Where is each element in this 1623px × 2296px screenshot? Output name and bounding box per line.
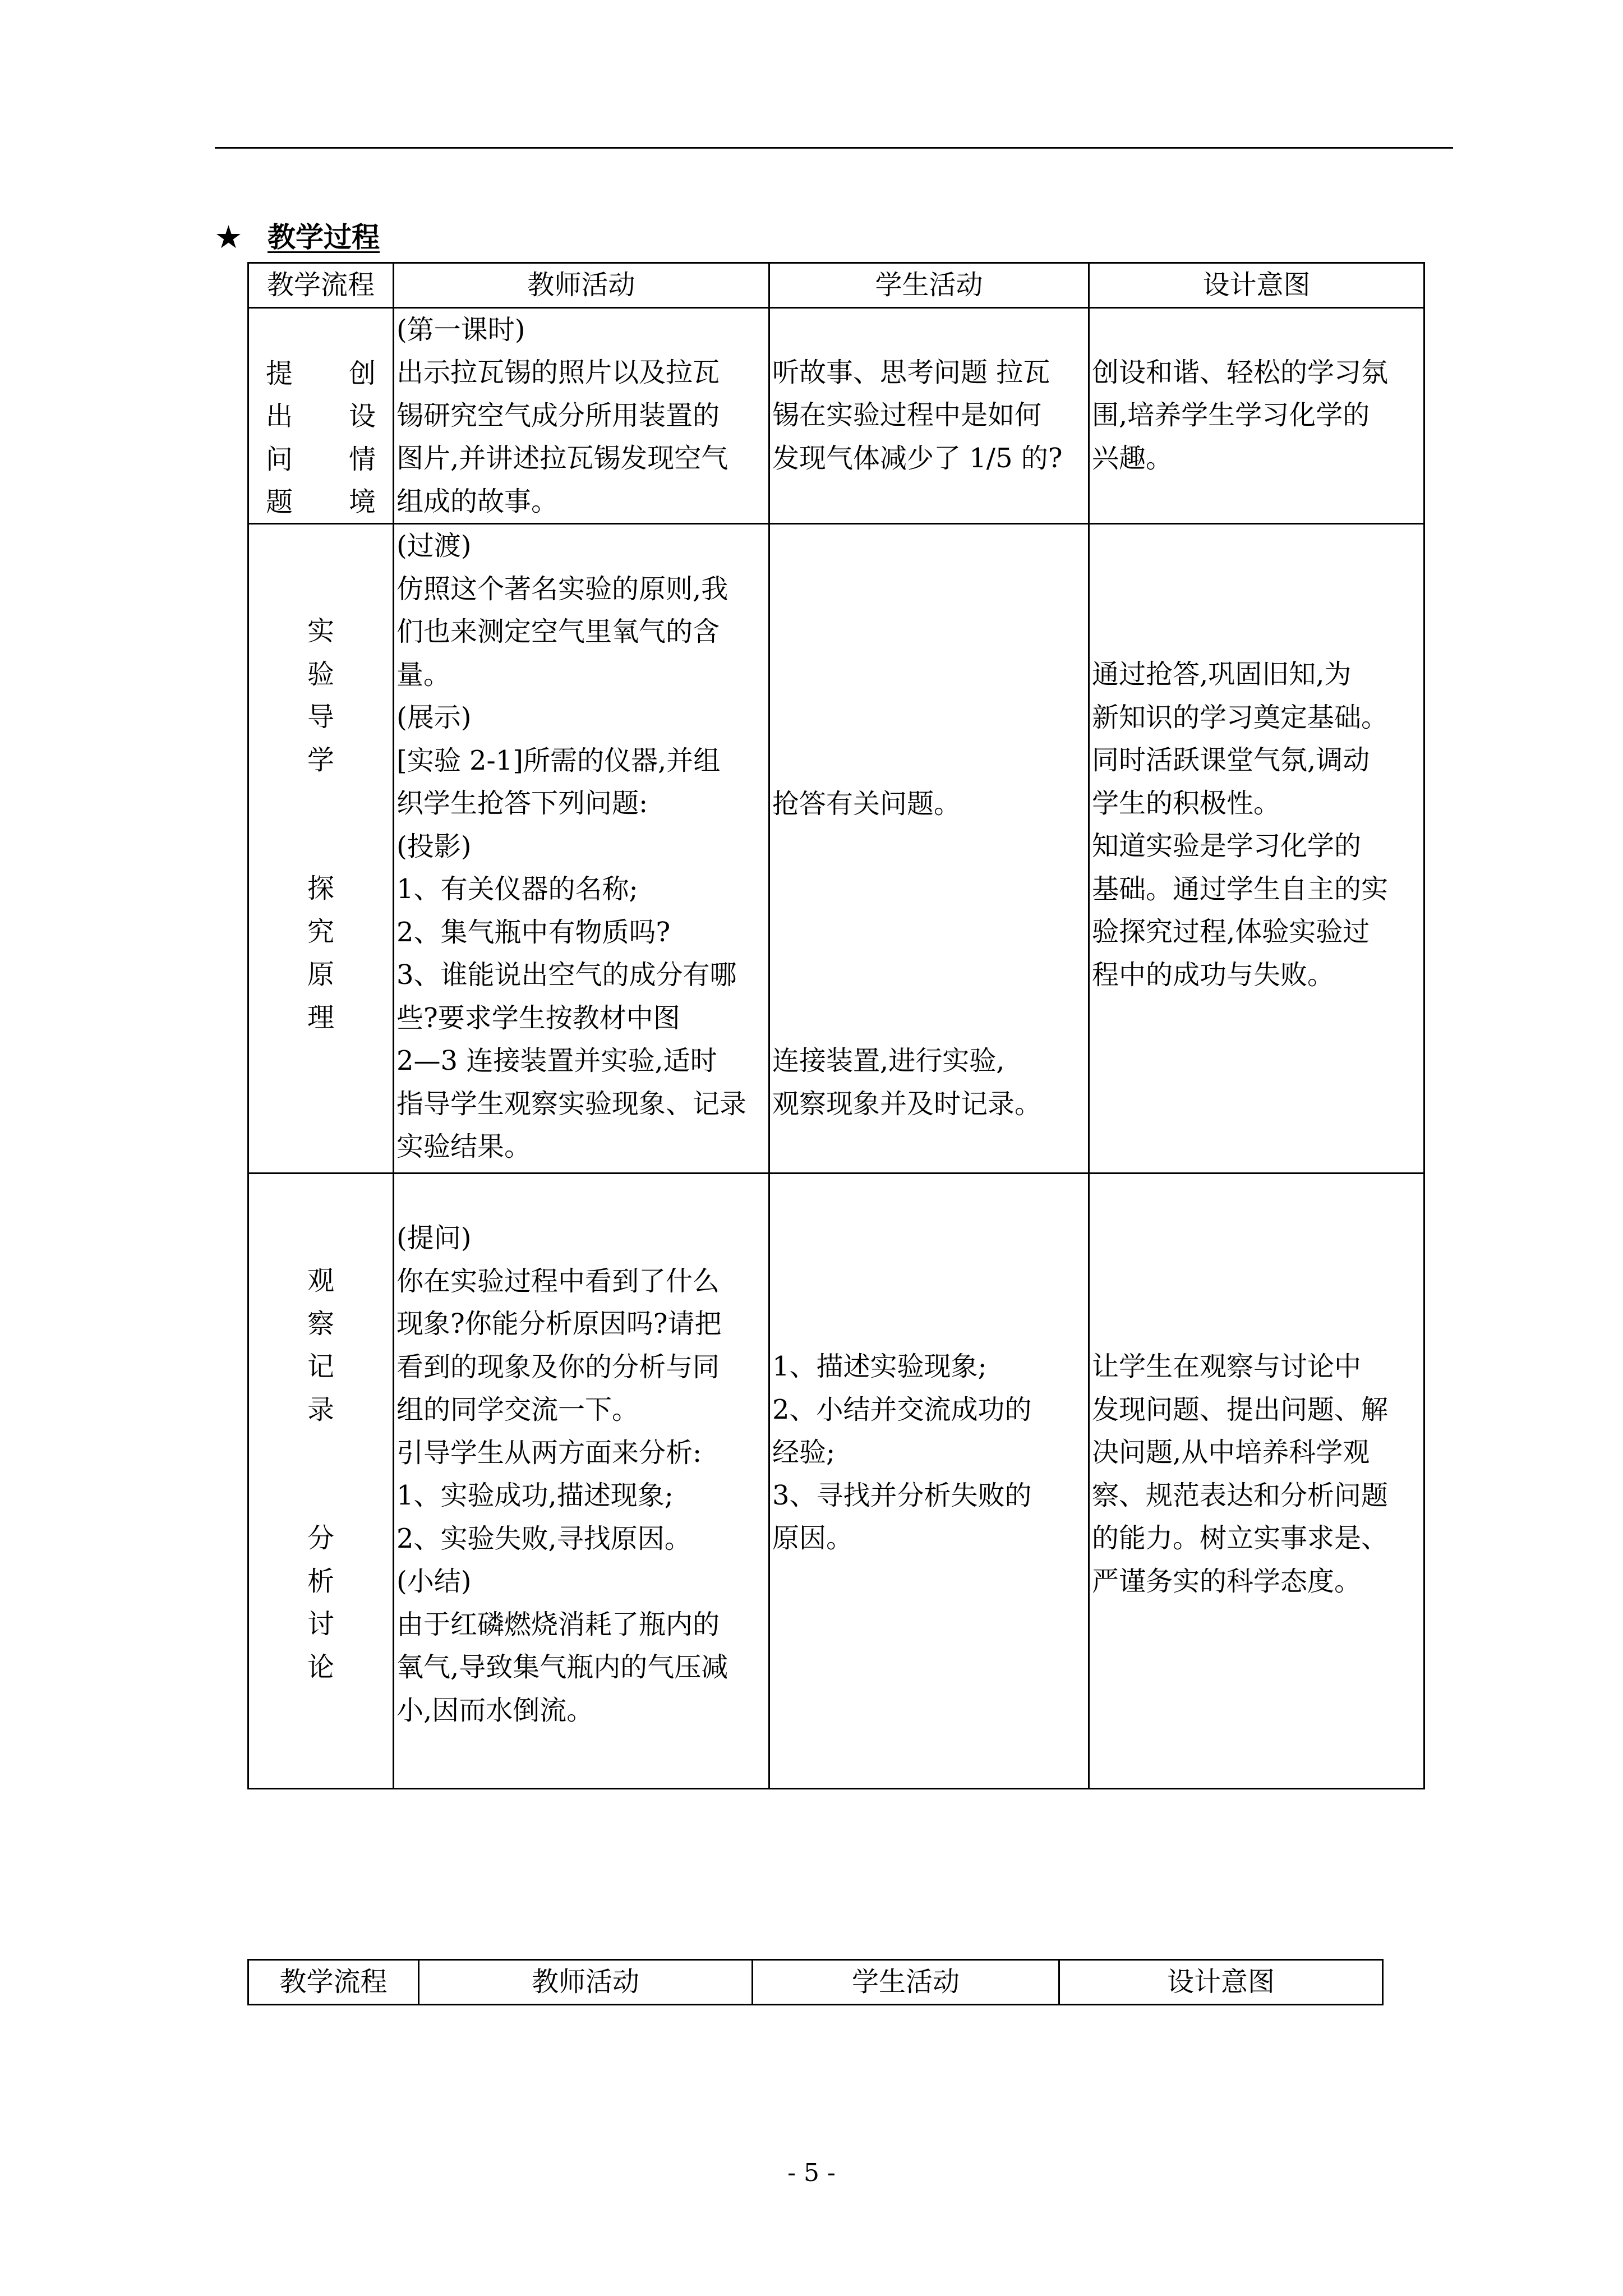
page-number: - 5 - (787, 2159, 836, 2187)
header-rule (215, 147, 1453, 149)
stage-cell (248, 307, 394, 524)
stage-label: 提 出 问 题 (266, 357, 293, 518)
table-row (248, 1174, 1424, 1789)
student-activity-a: 抢答有关问题。 (772, 788, 961, 820)
table-row (248, 524, 1424, 1174)
header-cell: 教师活动 (394, 263, 769, 308)
stage-label: 观 察 记 录 (307, 1265, 334, 1425)
design-intent-cell: 创设和谐、轻松的学习氛 围,培养学生学习化学的 兴趣。 (1089, 307, 1424, 524)
header-cell: 设计意图 (1089, 263, 1424, 308)
stage-label: 实 验 导 学 (307, 615, 334, 776)
header-cell: 教学流程 (248, 263, 394, 308)
student-activity-cell: 抢答有关问题。 连接装置,进行实验, 观察现象并及时记录。 (769, 524, 1089, 1174)
star-icon: ★ (216, 220, 241, 254)
teacher-activity-cell: (过渡) 仿照这个著名实验的原则,我 们也来测定空气里氧气的含 量。 (展示) [实验 2-1]所需的仪器,并组 织学生抢答下列问题: (投影) 1、有关仪器的名称; 2、集气瓶中有物质吗? 3、谁能说出空气的成分有哪 些?要求学生按教材中图 2—3 连接装置并实验,适时 指导学生观察实验现象、记录 实验结果。 (394, 524, 769, 1174)
student-activity-cell: 听故事、思考问题 拉瓦 锡在实验过程中是如何 发现气体减少了 1/5 的? (769, 307, 1089, 524)
header-cell: 学生活动 (769, 263, 1089, 308)
student-activity-cell: 1、描述实验现象; 2、小结并交流成功的 经验; 3、寻找并分析失败的 原因。 (769, 1174, 1089, 1789)
teaching-process-table (247, 262, 1425, 1789)
design-intent-cell: 让学生在观察与讨论中 发现问题、提出问题、解 决问题,从中培养科学观 察、规范表达和分析问题 的能力。树立实事求是、 严谨务实的科学态度。 (1089, 1174, 1424, 1789)
header-cell: 教师活动 (419, 1960, 753, 2005)
design-intent-cell: 通过抢答,巩固旧知,为 新知识的学习奠定基础。 同时活跃课堂气氛,调动 学生的积极性。 知道实验是学习化学的 基础。通过学生自主的实 验探究过程,体验实验过 程中的成功与失败。 (1089, 524, 1424, 1174)
teacher-activity-cell: (提问) 你在实验过程中看到了什么 现象?你能分析原因吗?请把 看到的现象及你的分析与同 组的同学交流一下。 引导学生从两方面来分析: 1、实验成功,描述现象; 2、实验失败,寻找原因。 (小结) 由于红磷燃烧消耗了瓶内的 氧气,导致集气瓶内的气压减 小,因而水倒流。 (394, 1174, 769, 1789)
header-cell: 教学流程 (248, 1960, 419, 2005)
stage-cell (248, 524, 394, 1174)
table-header-row (248, 1960, 1383, 2005)
table-header-row (248, 263, 1424, 308)
teaching-process-table-continued (247, 1959, 1384, 2005)
stage-cell (248, 1174, 394, 1789)
stage-label: 探 究 原 理 (307, 873, 334, 1033)
header-cell: 设计意图 (1059, 1960, 1383, 2005)
section-heading (216, 218, 380, 257)
teacher-activity-cell: (第一课时) 出示拉瓦锡的照片以及拉瓦 锡研究空气成分所用装置的 图片,并讲述拉瓦锡发现空气 组成的故事。 (394, 307, 769, 524)
header-cell: 学生活动 (753, 1960, 1059, 2005)
stage-label: 分 析 讨 论 (307, 1522, 334, 1683)
section-title: 教学过程 (268, 220, 380, 254)
stage-label: 创 设 情 境 (348, 357, 376, 518)
table-row (248, 307, 1424, 524)
